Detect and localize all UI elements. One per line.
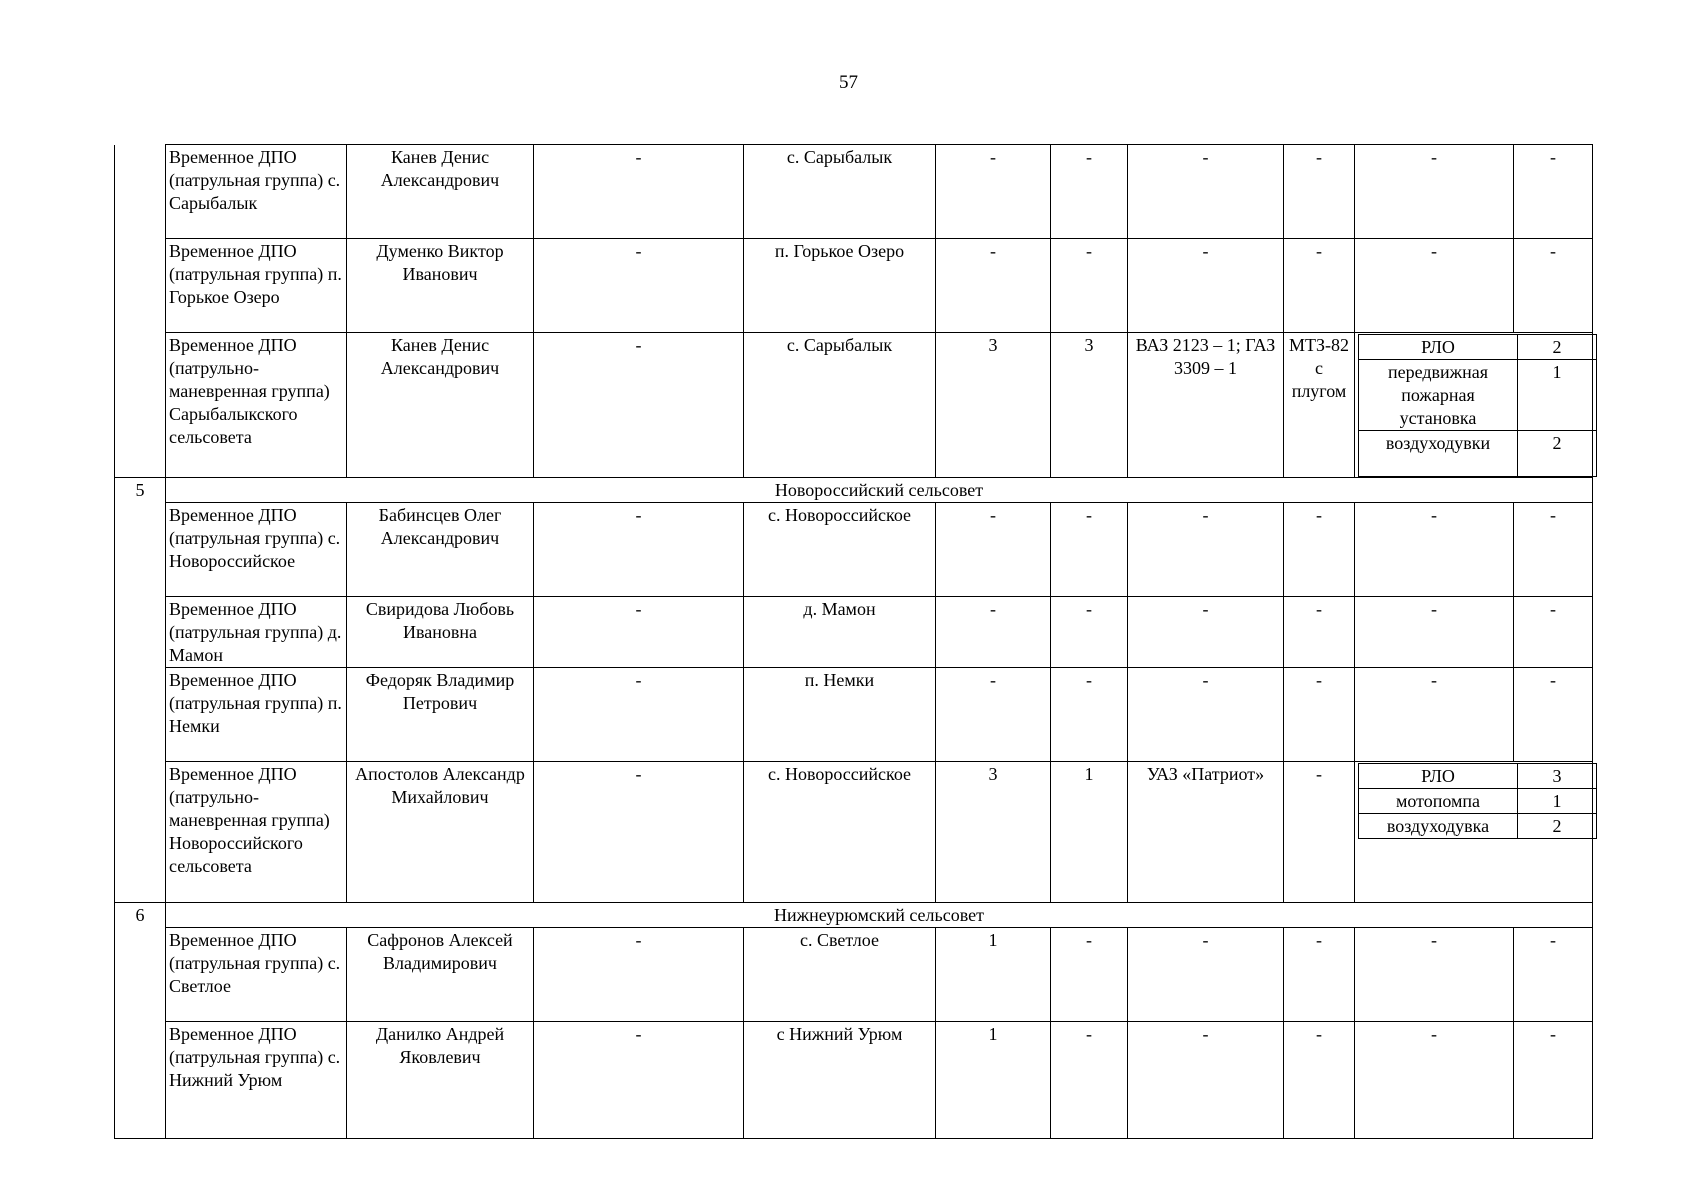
vehicles: УАЗ «Патриот» [1128, 762, 1284, 903]
technique: - [1284, 503, 1355, 597]
unit-name: Временное ДПО (патрульная группа) п. Немки [166, 668, 347, 762]
table-row [115, 239, 1593, 333]
col3-value: - [534, 1022, 744, 1139]
section-number: 5 [115, 478, 166, 503]
row-number [115, 1022, 166, 1139]
equipment-name: - [1355, 668, 1514, 762]
count-personnel: - [936, 145, 1051, 239]
unit-head: Апостолов Александр Михайлович [347, 762, 534, 903]
equipment-name: - [1355, 145, 1514, 239]
count-personnel: 3 [936, 762, 1051, 903]
count-secondary: - [1051, 928, 1128, 1022]
equipment-name: мотопомпа [1359, 789, 1518, 814]
row-number [115, 503, 166, 597]
col3-value: - [534, 762, 744, 903]
count-secondary: - [1051, 239, 1128, 333]
unit-place: с Нижний Урюм [744, 1022, 936, 1139]
table-row [115, 1022, 1593, 1139]
unit-place: д. Мамон [744, 597, 936, 668]
vehicles: - [1128, 1022, 1284, 1139]
row-number [115, 928, 166, 1022]
equipment-item [1359, 360, 1597, 431]
equipment-qty: - [1514, 145, 1593, 239]
unit-name: Временное ДПО (патрульная группа) с. Сарыбалык [166, 145, 347, 239]
equipment-name: воздуходувка [1359, 814, 1518, 839]
equipment-qty: - [1514, 1022, 1593, 1139]
table-row [115, 333, 1593, 478]
unit-name: Временное ДПО (патрульно-маневренная группа) Сарыбалыкского сельсовета [166, 333, 347, 478]
unit-name: Временное ДПО (патрульная группа) п. Горькое Озеро [166, 239, 347, 333]
technique: - [1284, 239, 1355, 333]
technique: - [1284, 1022, 1355, 1139]
unit-place: с. Светлое [744, 928, 936, 1022]
technique: - [1284, 762, 1355, 903]
equipment-name: - [1355, 239, 1514, 333]
equipment-name: РЛО [1359, 764, 1518, 789]
unit-head: Думенко Виктор Иванович [347, 239, 534, 333]
row-number [115, 762, 166, 903]
equipment-item [1359, 814, 1597, 839]
unit-place: с. Сарыбалык [744, 333, 936, 478]
unit-head: Бабинсцев Олег Александрович [347, 503, 534, 597]
equipment-qty: - [1514, 928, 1593, 1022]
unit-head: Сафронов Алексей Владимирович [347, 928, 534, 1022]
equipment-qty: - [1514, 668, 1593, 762]
equipment-list [1355, 762, 1593, 903]
unit-head: Федоряк Владимир Петрович [347, 668, 534, 762]
unit-name: Временное ДПО (патрульно-маневренная группа) Новороссийского сельсовета [166, 762, 347, 903]
col3-value: - [534, 928, 744, 1022]
equipment-item [1359, 431, 1597, 477]
col3-value: - [534, 668, 744, 762]
units-table [114, 144, 1593, 1139]
equipment-name: - [1355, 1022, 1514, 1139]
unit-head: Канев Денис Александрович [347, 333, 534, 478]
equipment-name: воздуходувки [1359, 431, 1518, 477]
vehicles: - [1128, 668, 1284, 762]
equipment-qty: 3 [1518, 764, 1597, 789]
equipment-name: РЛО [1359, 335, 1518, 360]
equipment-item [1359, 764, 1597, 789]
unit-place: с. Новороссийское [744, 762, 936, 903]
count-secondary: - [1051, 503, 1128, 597]
equipment-subtable [1358, 763, 1597, 839]
equipment-name: - [1355, 928, 1514, 1022]
equipment-qty: - [1514, 239, 1593, 333]
equipment-qty: 2 [1518, 431, 1597, 477]
unit-place: п. Немки [744, 668, 936, 762]
equipment-qty: - [1514, 503, 1593, 597]
unit-name: Временное ДПО (патрульная группа) с. Светлое [166, 928, 347, 1022]
count-personnel: - [936, 597, 1051, 668]
equipment-qty: 1 [1518, 360, 1597, 431]
equipment-subtable [1358, 334, 1597, 477]
count-personnel: - [936, 503, 1051, 597]
table-row [115, 145, 1593, 239]
count-secondary: - [1051, 597, 1128, 668]
vehicles: ВАЗ 2123 – 1; ГАЗ 3309 – 1 [1128, 333, 1284, 478]
col3-value: - [534, 239, 744, 333]
unit-head: Данилко Андрей Яковлевич [347, 1022, 534, 1139]
section-row [115, 903, 1593, 928]
equipment-name: передвижная пожарная установка [1359, 360, 1518, 431]
unit-place: с. Сарыбалык [744, 145, 936, 239]
section-title: Новороссийский сельсовет [166, 478, 1593, 503]
col3-value: - [534, 597, 744, 668]
unit-head: Канев Денис Александрович [347, 145, 534, 239]
equipment-list [1355, 333, 1593, 478]
equipment-qty: 2 [1518, 335, 1597, 360]
count-personnel: 1 [936, 928, 1051, 1022]
equipment-item [1359, 789, 1597, 814]
unit-name: Временное ДПО (патрульная группа) с. Нижний Урюм [166, 1022, 347, 1139]
row-number [115, 145, 166, 239]
technique: МТЗ-82 с плугом [1284, 333, 1355, 478]
section-title: Нижнеурюмский сельсовет [166, 903, 1593, 928]
technique: - [1284, 928, 1355, 1022]
count-personnel: 1 [936, 1022, 1051, 1139]
row-number [115, 239, 166, 333]
row-number [115, 333, 166, 478]
count-secondary: - [1051, 145, 1128, 239]
unit-head: Свиридова Любовь Ивановна [347, 597, 534, 668]
equipment-name: - [1355, 597, 1514, 668]
page-number: 57 [839, 72, 858, 93]
section-number: 6 [115, 903, 166, 928]
table-row [115, 597, 1593, 668]
row-number [115, 597, 166, 668]
vehicles: - [1128, 239, 1284, 333]
table-body [115, 145, 1593, 1139]
equipment-item [1359, 335, 1597, 360]
count-secondary: - [1051, 1022, 1128, 1139]
col3-value: - [534, 503, 744, 597]
technique: - [1284, 668, 1355, 762]
table-row [115, 762, 1593, 903]
count-secondary: - [1051, 668, 1128, 762]
unit-name: Временное ДПО (патрульная группа) д. Мамон [166, 597, 347, 668]
unit-place: п. Горькое Озеро [744, 239, 936, 333]
technique: - [1284, 597, 1355, 668]
equipment-name: - [1355, 503, 1514, 597]
equipment-qty: 2 [1518, 814, 1597, 839]
equipment-qty: - [1514, 597, 1593, 668]
count-personnel: - [936, 668, 1051, 762]
table-row [115, 928, 1593, 1022]
table-row [115, 503, 1593, 597]
technique: - [1284, 145, 1355, 239]
count-secondary: 3 [1051, 333, 1128, 478]
col3-value: - [534, 145, 744, 239]
table-row [115, 668, 1593, 762]
equipment-qty: 1 [1518, 789, 1597, 814]
vehicles: - [1128, 145, 1284, 239]
unit-name: Временное ДПО (патрульная группа) с. Новороссийское [166, 503, 347, 597]
count-personnel: - [936, 239, 1051, 333]
count-secondary: 1 [1051, 762, 1128, 903]
count-personnel: 3 [936, 333, 1051, 478]
col3-value: - [534, 333, 744, 478]
vehicles: - [1128, 928, 1284, 1022]
vehicles: - [1128, 597, 1284, 668]
section-row [115, 478, 1593, 503]
unit-place: с. Новороссийское [744, 503, 936, 597]
vehicles: - [1128, 503, 1284, 597]
row-number [115, 668, 166, 762]
